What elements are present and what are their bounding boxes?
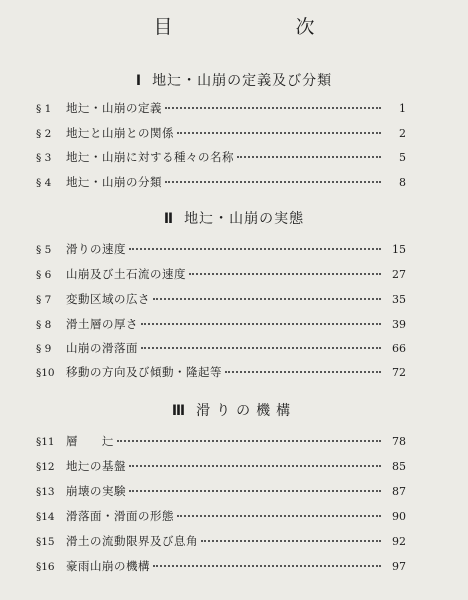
leader-dots <box>225 363 381 373</box>
leader-dots <box>165 173 381 183</box>
part-title: 地辷・山崩の実態 <box>184 211 305 227</box>
section-number: § 4 <box>36 177 52 189</box>
leader-dots <box>153 290 381 300</box>
entry-label: 滑落面・滑面の形態 <box>66 509 174 523</box>
page-number: 5 <box>399 151 406 164</box>
entry-label: 滑土層の厚さ <box>66 317 138 331</box>
part-heading-1 <box>0 70 468 90</box>
leader-dots <box>189 265 381 275</box>
entry-label: 地辷・山崩の定義 <box>66 101 162 115</box>
page-number: 27 <box>392 268 406 281</box>
page-number: 97 <box>392 560 406 573</box>
part-numeral: Ⅰ <box>135 73 143 89</box>
toc-entry[interactable] <box>36 483 406 499</box>
section-number: § 1 <box>36 103 52 115</box>
leader-dots <box>129 240 381 250</box>
leader-dots <box>177 507 381 517</box>
page-number: 78 <box>392 435 406 448</box>
entry-label: 地辷の基盤 <box>66 459 126 473</box>
part-title: 滑りの機構 <box>196 403 297 419</box>
part-heading-3 <box>0 400 468 420</box>
section-number: § 5 <box>36 244 52 256</box>
section-number: § 9 <box>36 343 52 355</box>
section-number: § 2 <box>36 128 52 140</box>
page-number: 35 <box>392 293 406 306</box>
entry-label: 滑土の流動限界及び息角 <box>66 534 198 548</box>
leader-dots <box>141 315 381 325</box>
entry-label: 地辷・山崩の分類 <box>66 175 162 189</box>
toc-entry[interactable] <box>36 364 406 380</box>
toc-entry[interactable] <box>36 508 406 524</box>
leader-dots <box>237 148 381 158</box>
leader-dots <box>153 557 381 567</box>
toc-entry[interactable] <box>36 266 406 282</box>
page-number: 39 <box>392 318 406 331</box>
entry-label: 地辷と山崩との関係 <box>66 126 174 140</box>
leader-dots <box>201 532 381 542</box>
toc-entry[interactable] <box>36 458 406 474</box>
section-number: §16 <box>36 561 55 573</box>
section-number: § 8 <box>36 319 52 331</box>
section-number: §15 <box>36 536 55 548</box>
page-number: 66 <box>392 342 406 355</box>
section-number: § 6 <box>36 269 52 281</box>
page-number: 87 <box>392 485 406 498</box>
entry-label: 豪雨山崩の機構 <box>66 559 150 573</box>
toc-entry[interactable] <box>36 558 406 574</box>
entry-label: 移動の方向及び傾動・隆起等 <box>66 365 222 379</box>
part-heading-2 <box>0 208 468 228</box>
part-title: 地辷・山崩の定義及び分類 <box>152 73 333 89</box>
page-number: 92 <box>392 535 406 548</box>
leader-dots <box>177 124 381 134</box>
toc-entry[interactable] <box>36 340 406 356</box>
page-number: 15 <box>392 243 406 256</box>
part-numeral: Ⅱ <box>163 211 175 227</box>
page-number: 2 <box>399 127 406 140</box>
section-number: §12 <box>36 461 55 473</box>
section-number: § 3 <box>36 152 52 164</box>
page-number: 90 <box>392 510 406 523</box>
entry-label: 山崩及び土石流の速度 <box>66 267 186 281</box>
toc-entry[interactable] <box>36 125 406 141</box>
section-number: §11 <box>36 436 55 448</box>
section-number: §10 <box>36 367 55 379</box>
entry-label: 崩壊の実験 <box>66 484 126 498</box>
toc-entry[interactable] <box>36 174 406 190</box>
toc-entry[interactable] <box>36 100 406 116</box>
entry-label: 地辷・山崩に対する種々の名称 <box>66 150 234 164</box>
leader-dots <box>129 482 381 492</box>
entry-label: 山崩の滑落面 <box>66 341 138 355</box>
leader-dots <box>165 99 381 109</box>
entry-label: 層 辷 <box>66 434 114 448</box>
section-number: § 7 <box>36 294 52 306</box>
leader-dots <box>117 432 381 442</box>
entry-label: 滑りの速度 <box>66 242 126 256</box>
toc-entry[interactable] <box>36 149 406 165</box>
toc-entry[interactable] <box>36 241 406 257</box>
page-title: 目 次 <box>153 16 367 38</box>
leader-dots <box>141 339 381 349</box>
page-number: 72 <box>392 366 406 379</box>
toc-entry[interactable] <box>36 291 406 307</box>
toc-entry[interactable] <box>36 316 406 332</box>
section-number: §14 <box>36 511 55 523</box>
page-number: 8 <box>399 176 406 189</box>
toc-entry[interactable] <box>36 533 406 549</box>
section-number: §13 <box>36 486 55 498</box>
page-number: 85 <box>392 460 406 473</box>
part-numeral: Ⅲ <box>171 403 187 419</box>
leader-dots <box>129 457 381 467</box>
toc-entry[interactable] <box>36 433 406 449</box>
page-number: 1 <box>399 102 406 115</box>
entry-label: 変動区域の広さ <box>66 292 150 306</box>
